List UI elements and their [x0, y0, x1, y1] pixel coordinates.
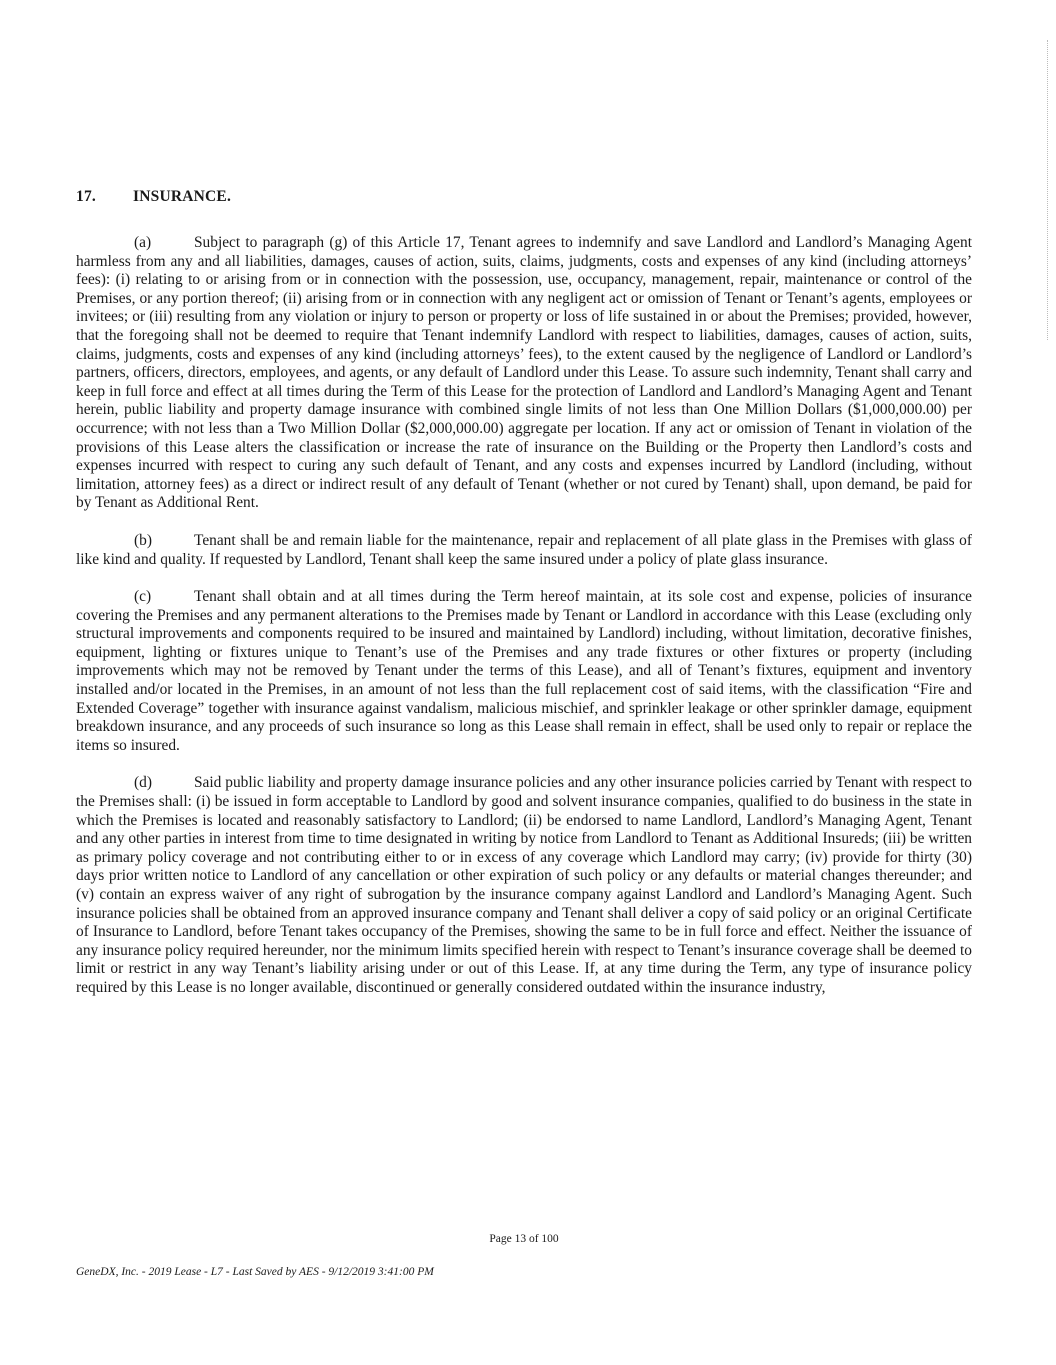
paragraph-text: Subject to paragraph (g) of this Article 17, Tenant agrees to indemnify and save Landlord and Landlord’s Managing Agent harmless from any and all liabilities, damages, causes of action, suits, claims, judgments, costs and expenses of any kind (including attorneys’ fees): (i) relating to or arising from or in connection with the possession, use, occupancy, management, repair, maintenance or control of the Premises, or any portion thereof; (ii) arising from or in connection with any negligent act or omission of Tenant or Tenant’s agents, employees or invitees; or (iii) resulting from any violation or injury to person or property or loss of life sustained in or about the Premises; provided, however, that the foregoing shall not be deemed to require that Tenant indemnify Landlord with respect to liabilities, damages, causes of action, suits, claims, judgments, costs and expenses of any kind (including attorneys’ fees), to the extent caused by the negligence of Landlord or Landlord’s partners, officers, directors, employees, and agents, or any default of Landlord under this Lease. To assure such indemnity, Tenant shall carry and keep in full force and effect at all times during the Term of this Lease for the protection of Landlord and Landlord’s Managing Agent and Tenant herein, public liability and property damage insurance with combined single limits of not less than One Million Dollars ($1,000,000.00) per occurrence; with not less than a Two Million Dollar ($2,000,000.00) aggregate per location. If any act or omission of Tenant in violation of the provisions of this Lease alters the classification or increase the rate of insurance on the Building or the Property then Landlord’s costs and expenses incurred with respect to curing any such default of Tenant, and any costs and expenses incurred by Landlord (including, without limitation, attorney fees) as a direct or indirect result of any default of Tenant (whether or not cured by Tenant) shall, upon demand, be paid for by Tenant as Additional Rent. [76, 234, 972, 512]
section-heading [76, 188, 231, 206]
paragraph-label: (a) [134, 234, 152, 251]
section-body [76, 234, 972, 1017]
section-number: 17. [76, 188, 96, 205]
paragraph-label: (b) [134, 531, 152, 549]
section-title: INSURANCE. [133, 188, 232, 205]
scan-edge-marks [1047, 40, 1050, 340]
paragraph-a [76, 234, 972, 513]
paragraph-text: Said public liability and property damage insurance policies and any other insurance policies carried by Tenant with respect to the Premises shall: (i) be issued in form acceptable to Landlord by good and solvent insurance companies, qualified to do business in the state in which the Premises is located and reasonably satisfactory to Landlord; (ii) be endorsed to name Landlord, Landlord’s Managing Agent, Tenant and any other parties in interest from time to time designated in writing by notice from Landlord to Tenant as Additional Insureds; (iii) be written as primary policy coverage and not contributing either to or in excess of any coverage which Landlord may carry; (iv) provide for thirty (30) days prior written notice to Landlord of any cancellation or other expiration of such policy or any defaults or material changes thereunder; and (v) contain an express waiver of any right of subrogation by the insurance company against Landlord and Landlord’s Managing Agent. Such insurance policies shall be obtained from an approved insurance company and Tenant shall deliver a copy of said policy or an original Certificate of Insurance to Landlord, before Tenant takes occupancy of the Premises, showing the same to be in full force and effect. Neither the issuance of any insurance policy required hereunder, nor the minimum limits specified herein with respect to Tenant’s insurance coverage shall be deemed to limit or restrict in any way Tenant’s liability arising under or out of this Lease. If, at any time during the Term, any type of insurance policy required by this Lease is no longer available, discontinued or generally considered outdated within the insurance industry, [76, 774, 972, 996]
document-footer: GeneDX, Inc. - 2019 Lease - L7 - Last Saved by AES - 9/12/2019 3:41:00 PM [76, 1266, 434, 1278]
paragraph-b [76, 532, 972, 569]
page-number: Page 13 of 100 [489, 1233, 559, 1245]
paragraph-text: Tenant shall be and remain liable for the maintenance, repair and replacement of all plate glass in the Premises with glass of like kind and quality. If requested by Landlord, Tenant shall keep the same insured under a policy of plate glass insurance. [76, 531, 972, 568]
paragraph-text: Tenant shall obtain and at all times during the Term hereof maintain, at its sole cost and expense, policies of insurance covering the Premises and any permanent alterations to the Premises made by Tenant or Landlord in accordance with this Lease (excluding only structural improvements and components required to be insured and maintained by Landlord) including, without limitation, decorative finishes, equipment, lighting or fixtures unique to Tenant’s use of the Premises and any trade fixtures or other fixtures or property (including improvements which may not be removed by Tenant under the terms of this Lease), and all of Tenant’s fixtures, equipment and inventory installed and/or located in the Premises, in an amount of not less than the full replacement cost of said items, with the classification “Fire and Extended Coverage” together with insurance against vandalism, malicious mischief, and sprinkler leakage or other sprinkler damage, equipment breakdown insurance, and any proceeds of such insurance so long as this Lease shall remain in effect, shall be used only to repair or replace the items so insured. [76, 588, 972, 754]
paragraph-c [76, 588, 972, 755]
paragraph-d [76, 774, 972, 997]
document-page [76, 0, 972, 1365]
paragraph-label: (d) [134, 774, 152, 792]
paragraph-label: (c) [134, 588, 152, 606]
